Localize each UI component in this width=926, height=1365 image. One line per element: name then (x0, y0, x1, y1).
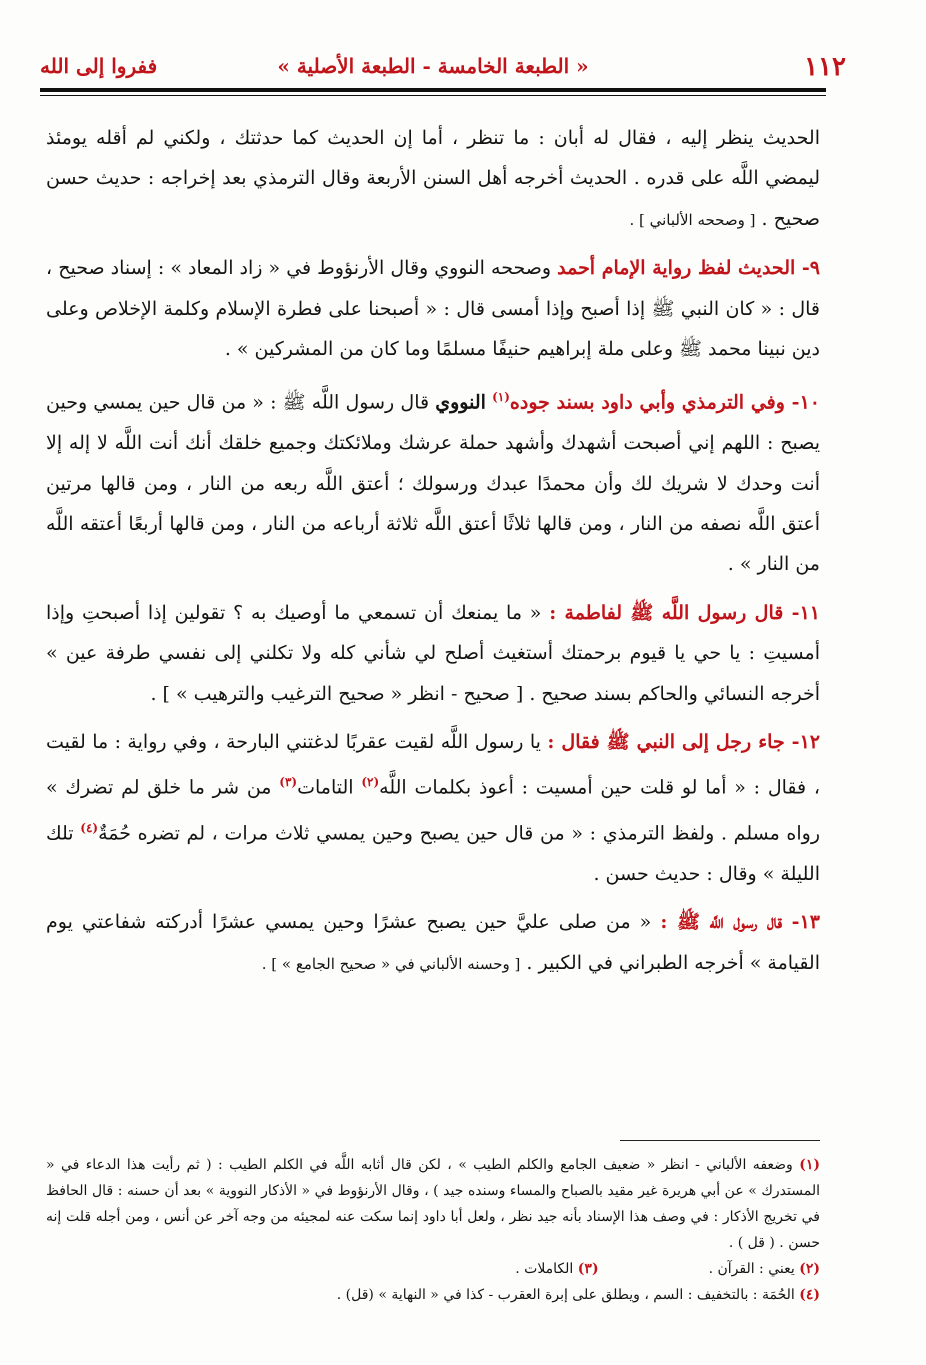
hadith-13-text: « من صلى عليَّ حين يصبح عشرًا وحين يمسي عشرًا أدركته شفاعتي يوم القيامة » أخرجه الطبراني في الكبير . (46, 911, 820, 974)
main-text (46, 118, 820, 992)
hadith-9-text: وصححه النووي وقال الأرنؤوط في « زاد المعاد » : إسناد صحيح ، قال : « كان النبي ﷺ إذا أصبح وإذا أمسى قال : « أصبحنا على فطرة الإسلام وكلمة الإخلاص وعلى دين نبينا محمد ﷺ وعلى ملة إبراهيم حنيفًا مسلمًا وما كان من المشركين » . (46, 257, 820, 361)
footnote-2: (٢) يعني : القرآن . (708, 1261, 820, 1277)
hadith-9-heading: ٩- الحديث لفظ رواية الإمام أحمد (557, 257, 820, 280)
book-title: ففروا إلى الله (40, 54, 158, 78)
footnote-number: (٢) (799, 1261, 820, 1277)
footnote-number: (١) (799, 1157, 820, 1173)
footnote-number: (٤) (799, 1287, 820, 1303)
hadith-10-text: قال رسول اللَّه ﷺ : « من قال حين يمسي وحين يصبح : اللهم إني أصبحت أشهدك وأشهد حملة عرشك وملائكتك وجميع خلقك أنك أنت اللَّه لا إله إلا أنت وحدك لا شريك لك وأن محمدًا عبدك ورسولك ؛ أعتق اللَّه ربعه من النار ، ومن قالها مرتين أعتق اللَّه نصفه من النار ، ومن قالها ثلاثًا أعتق اللَّه ثلاثة أرباعه من النار ، ومن قالها أربعًا أعتقه اللَّه من النار » . (46, 391, 820, 576)
paragraph-continued: الحديث ينظر إليه ، فقال له أبان : ما تنظر ، أما إن الحديث كما حدثتك ، ولكني لم أقله يومئذ ليمضي اللَّه على قدره . الحديث أخرجه أهل السنن الأربعة وقال الترمذي بعد إخراجه : حديث حسن صحيح . [ وصححه الألباني ] . (46, 127, 820, 230)
grading-note: [ وصححه الألباني ] . (629, 210, 756, 229)
hadith-13-heading: ١٣- قال رسول اللَّه ﷺ : (660, 911, 820, 934)
footnotes (46, 1152, 820, 1308)
footnote-number: (٣) (577, 1261, 599, 1277)
footnote-ref-3[interactable]: (٣) (279, 775, 298, 790)
grading-note: [ وحسنه الألباني في « صحيح الجامع » ] . (261, 954, 521, 973)
footnote-3: (٣) الكاملات . (515, 1261, 599, 1277)
footnote-ref-2[interactable]: (٢) (361, 775, 380, 790)
hadith-10-heading-2: النووي (435, 391, 486, 414)
header-rule-thick (40, 88, 826, 92)
footnote-1: (١) وضعفه الألباني - انظر « ضعيف الجامع والكلم الطيب » ، لكن قال أثابه اللَّه في الكلم الطيب : ( ثم رأيت هذا الدعاء في « المستدرك » عن أبي هريرة غير مقيد بالصباح والمساء وسنده جيد ) ، وقال الأرنؤوط في « الأذكار النووية » بعد أن حسنه : قال الحافظ في تخريج الأذكار : في وصف هذا الإسناد بأنه جيد نظر ، ولعل أبا داود إنما سكت عنه لمجيئه من وجه آخر عن أنس ، ومن أجله قلت إنه حسن . ( قل ) . (46, 1157, 820, 1251)
hadith-13 (46, 902, 820, 984)
edition-label: « الطبعة الخامسة - الطبعة الأصلية » (277, 54, 589, 78)
footnote-row (46, 1256, 820, 1282)
footnote-ref-1[interactable]: (١) (492, 390, 510, 405)
footnote-ref-4[interactable]: (٤) (80, 821, 99, 836)
hadith-12-heading: ١٢- جاء رجل إلى النبي ﷺ فقال : (547, 731, 820, 754)
footnote-separator (620, 1140, 820, 1141)
hadith-10 (46, 377, 820, 584)
hadith-11-heading: ١١- قال رسول اللَّه ﷺ لفاطمة : (549, 601, 820, 624)
footnote-4: (٤) الحُمَة : بالتخفيف : السم ، ويطلق على إبرة العقرب - كذا في « النهاية » (قل) . (336, 1287, 820, 1303)
header-rule-thin (40, 95, 826, 96)
hadith-10-heading: ١٠- وفي الترمذي وأبي داود بسند جوده (509, 391, 820, 414)
hadith-11 (46, 593, 820, 714)
page-number: ١١٢ (804, 52, 846, 82)
page-header (40, 42, 846, 86)
hadith-12: ١٢- جاء رجل إلى النبي ﷺ فقال : يا رسول اللَّه لقيت عقربًا لدغتني البارحة ، وفي رواية : ما لقيت ، فقال : « أما لو قلت حين أمسيت : أعوذ بكلمات اللَّه$^{(٢)}$ التامات$^{(٣)}$ من شر ما خلق لم تضرك » رواه مسلم . ولفظ الترمذي : « من قال حين يصبح وحين يمسي ثلاث مرات ، لم تضره حُمَةٌ$^{(٤)}$ تلك الليلة » وقال : حديث حسن . (46, 731, 821, 885)
hadith-9 (46, 248, 820, 369)
hadith-11-text: « ما يمنعك أن تسمعي ما أوصيك به ؟ تقولين إذا أصبحتِ وإذا أمسيتِ : يا حي يا قيوم برحمتك أستغيث أصلح لي شأني كله ولا تكلني إلى نفسي طرفة عين » أخرجه النسائي والحاكم بسند صحيح . [ صحيح - انظر « صحيح الترغيب والترهيب » ] . (46, 601, 820, 705)
